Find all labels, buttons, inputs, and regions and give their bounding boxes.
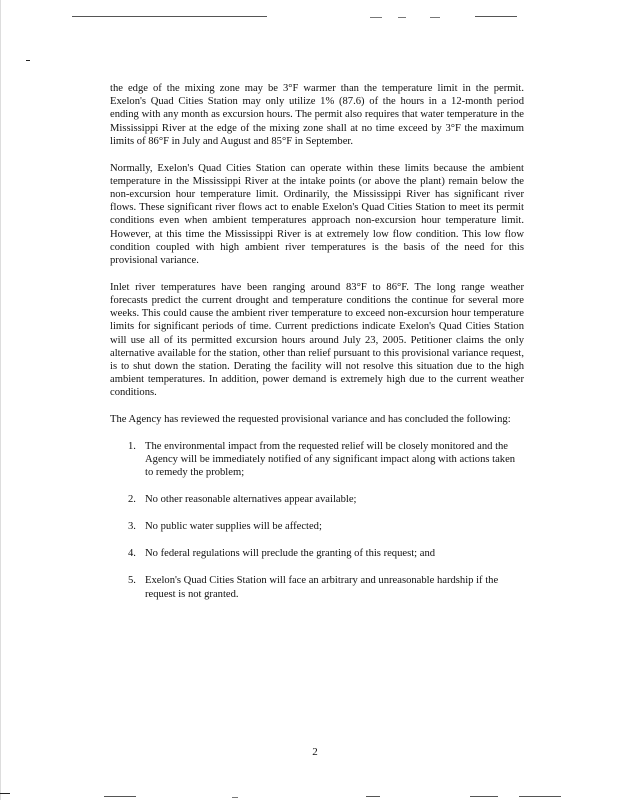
list-item bbox=[110, 520, 524, 533]
scan-header-dash bbox=[370, 17, 382, 18]
list-item-text: The environmental impact from the requested relief will be closely monitored and the Agency will be immediately notified of any significant impact along with actions taken to remedy the problem; bbox=[145, 441, 516, 479]
list-item-number: 1. bbox=[128, 441, 136, 453]
scan-footer-line bbox=[366, 796, 380, 797]
list-item-text: No federal regulations will preclude the granting of this request; and bbox=[145, 548, 436, 560]
scan-footer-dash bbox=[232, 797, 238, 798]
scan-header-dash bbox=[398, 17, 406, 18]
list-item-number: 4. bbox=[128, 548, 136, 560]
list-item-number: 5. bbox=[128, 575, 136, 587]
list-item bbox=[110, 440, 524, 480]
scan-header-dash bbox=[430, 17, 440, 18]
scan-mark bbox=[0, 793, 10, 794]
list-item-text: No public water supplies will be affected; bbox=[145, 521, 322, 533]
scan-left-edge bbox=[0, 0, 1, 800]
scan-header-line bbox=[72, 16, 267, 17]
paragraph-permit-limits: the edge of the mixing zone may be 3°F warmer than the temperature limit in the permit. Exelon's Quad Cities Station may only utilize 1% (87.6) of the hours in a 12-month period ending with any month as excursion hours. The permit also requires that water temperature in the Mississippi River at the edge of the mixing zone shall at no time exceed by 3°F the maximum limits of 86°F in July and August and 85°F in September. bbox=[110, 83, 524, 147]
paragraph-normal-operation: Normally, Exelon's Quad Cities Station can operate within these limits because the ambient temperature in the Mississippi River at the intake points (or above the plant) remain below the non-excursion hour temperature limit. Ordinarily, the Mississippi River has significant river flows. These significant river flows act to enable Exelon's Quad Cities Station to meet its permit conditions even when ambient temperatures approach non-excursion hour temperature limit. However, at this time the Mississippi River is at extremely low flow condition. This low flow condition coupled with high ambient river temperatures is the basis of the need for this provisional variance. bbox=[110, 162, 524, 267]
list-item-text: No other reasonable alternatives appear available; bbox=[145, 494, 357, 506]
scan-footer-line bbox=[470, 796, 498, 797]
list-item bbox=[110, 547, 524, 560]
document-body bbox=[110, 82, 524, 615]
list-item bbox=[110, 493, 524, 506]
list-item-number: 3. bbox=[128, 521, 136, 533]
paragraph-river-temperatures: Inlet river temperatures have been ranging around 83°F to 86°F. The long range weather forecasts predict the current drought and temperature conditions the continue for several more weeks. This could cause the ambient river temperature to exceed non-excursion hour temperature limits for significant periods of time. Current predictions indicate Exelon's Quad Cities Station will use all of its permitted excursion hours around July 23, 2005. Petitioner claims the only alternative available for the station, other than relief pursuant to this provisional variance request, is to shut down the station. Derating the facility will not resolve this situation due to the high ambient temperatures. In addition, power demand is extremely high due to the current weather conditions. bbox=[110, 281, 524, 399]
scan-footer-line bbox=[519, 796, 561, 797]
paragraph-agency-review: The Agency has reviewed the requested provisional variance and has concluded the following: bbox=[110, 414, 511, 426]
list-item-number: 2. bbox=[128, 494, 136, 506]
list-item bbox=[110, 574, 524, 600]
conclusions-list bbox=[110, 440, 524, 601]
scan-footer-line bbox=[104, 796, 136, 797]
scan-mark bbox=[26, 60, 30, 61]
list-item-text: Exelon's Quad Cities Station will face an arbitrary and unreasonable hardship if the request is not granted. bbox=[145, 575, 499, 600]
page-number: 2 bbox=[312, 746, 318, 758]
scan-header-line bbox=[475, 16, 517, 17]
